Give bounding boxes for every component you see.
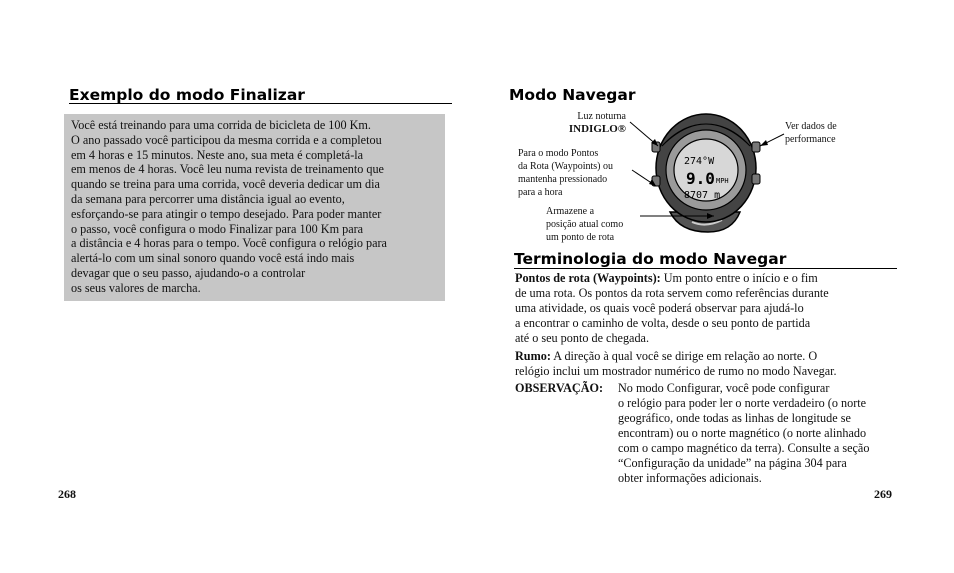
- box-line: os seus valores de marcha.: [71, 280, 201, 295]
- paragraph-line: encontram) ou o norte magnético (o norte alinhado: [618, 426, 867, 440]
- callout-text: Para o modo Pontos: [518, 148, 599, 159]
- callout-indiglo: [556, 110, 626, 136]
- paragraph-line: “Configuração da unidade” na página 304 para: [618, 456, 847, 470]
- paragraph-line: o relógio para poder ler o norte verdadeiro (o norte: [618, 396, 867, 410]
- waypoints-first-line: [515, 271, 829, 286]
- box-line: o passo, você configura o modo Finalizar para 100 Km para: [71, 221, 364, 236]
- box-line: a distância e 4 horas para o tempo. Você configura o relógio para: [71, 236, 387, 251]
- waypoints-paragraph: [515, 271, 829, 346]
- waypoints-text: Um ponto entre o início e o fim: [660, 271, 818, 285]
- box-line: quando se treina para uma corrida, você deveria dedicar um dia: [71, 177, 380, 192]
- observacao-paragraph: [618, 381, 869, 486]
- paragraph-line: a encontrar o caminho de volta, desde o seu ponto de partida: [515, 316, 811, 330]
- display-speed: 9.0: [686, 169, 715, 188]
- paragraph-line: No modo Configurar, você pode configurar: [618, 381, 830, 395]
- rumo-first-line: [515, 349, 837, 364]
- box-line: da semana para percorrer uma distância igual ao evento,: [71, 191, 345, 206]
- callout-text: Ver dados de: [785, 121, 837, 132]
- callout-text: Luz noturna: [577, 111, 626, 122]
- callout-waypoints-mode: [518, 147, 613, 199]
- left-section-title: Exemplo do modo Finalizar: [69, 86, 305, 104]
- box-line: em menos de 4 horas. Você leu numa revista de treinamento que: [71, 162, 384, 177]
- box-line: devagar que o seu passo, ajudando-o a controlar: [71, 265, 306, 280]
- callout-text: para a hora: [518, 187, 563, 198]
- callout-text: posição atual como: [546, 219, 624, 230]
- callout-text: Armazene a: [546, 206, 595, 217]
- callout-store-position: [546, 205, 623, 244]
- rumo-paragraph: [515, 349, 837, 379]
- waypoints-term: Pontos de rota (Waypoints):: [515, 271, 661, 285]
- display-distance: 8707 m: [684, 190, 721, 201]
- callout-text: um ponto de rota: [546, 232, 615, 243]
- callout-text: da Rota (Waypoints) ou: [518, 161, 614, 172]
- box-line: alertá-lo com um sinal sonoro quando você está indo mais: [71, 251, 355, 266]
- paragraph-line: geográfico, onde todas as linhas de longitude se: [618, 411, 851, 425]
- callout-performance: [785, 120, 837, 146]
- paragraph-line: relógio inclui um mostrador numérico de rumo no modo Navegar.: [515, 364, 837, 378]
- display-speed-unit: MPH: [716, 177, 729, 185]
- paragraph-line: obter informações adicionais.: [618, 471, 762, 485]
- box-line: Você está treinando para uma corrida de bicicleta de 100 Km.: [71, 118, 371, 132]
- terminology-rule: [514, 268, 897, 269]
- paragraph-line: com o campo magnético da terra). Consulte a seção: [618, 441, 870, 455]
- rumo-term: Rumo:: [515, 349, 551, 363]
- box-line: O ano passado você participou da mesma corrida e a completou: [71, 132, 382, 147]
- box-line: em 4 horas e 15 minutos. Neste ano, sua meta é completá-la: [71, 147, 364, 162]
- page-number-right: 269: [874, 487, 892, 501]
- terminology-title: Terminologia do modo Navegar: [514, 250, 787, 268]
- callout-text: INDIGLO®: [568, 123, 626, 135]
- paragraph-line: até o seu ponto de chegada.: [515, 331, 650, 345]
- paragraph-line: uma atividade, os quais você poderá observar para ajudá-lo: [515, 301, 804, 315]
- observacao-label: OBSERVAÇÃO:: [515, 381, 604, 395]
- callout-text: mantenha pressionado: [518, 174, 608, 185]
- observacao-term: [515, 381, 603, 396]
- box-line: esforçando-se para atingir o tempo desejado. Para poder manter: [71, 206, 382, 221]
- right-section-title: Modo Navegar: [509, 86, 636, 104]
- rumo-text: A direção à qual você se dirige em relação ao norte. O: [550, 349, 818, 363]
- callout-text: performance: [785, 134, 836, 145]
- display-heading: 274°W: [684, 156, 715, 167]
- paragraph-line: de uma rota. Os pontos da rota servem como referências durante: [515, 286, 829, 300]
- page-number-left: 268: [58, 487, 76, 501]
